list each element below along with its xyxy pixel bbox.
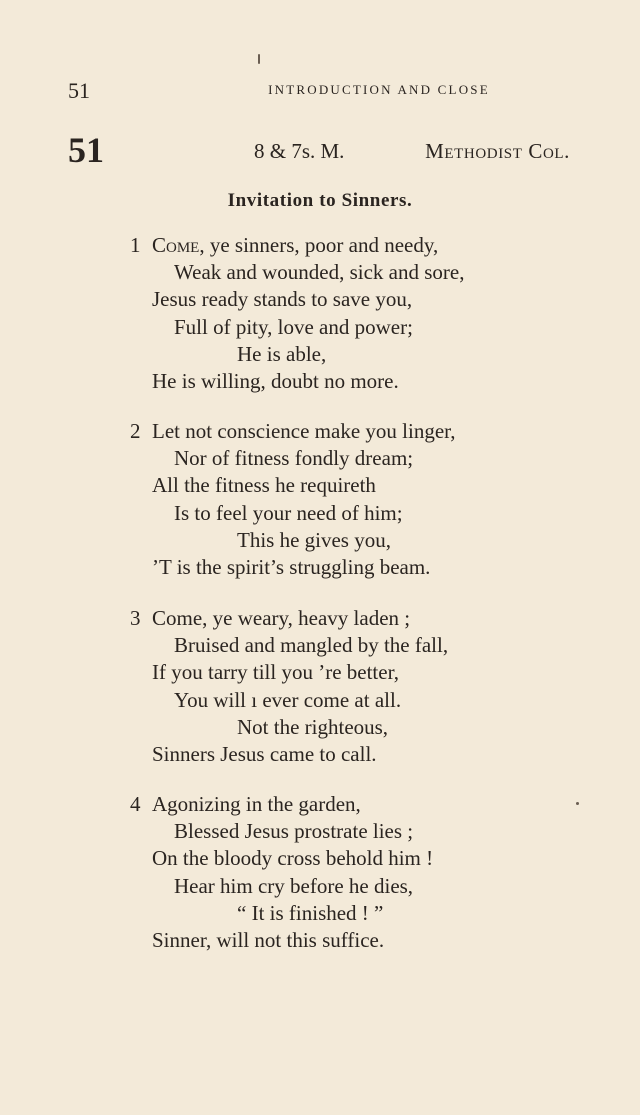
line-text: Sinners Jesus came to call. — [152, 741, 377, 766]
verse-line — [130, 341, 550, 368]
line-text: Agonizing in the garden, — [152, 792, 361, 816]
line-text: This he gives you, — [237, 527, 391, 552]
verse-line — [130, 741, 550, 768]
page-number: 51 — [68, 78, 90, 103]
verse-line — [130, 632, 550, 659]
verse-line — [130, 845, 550, 872]
hymn-title: Invitation to Sinners. — [227, 190, 413, 211]
hymn-source: Methodist Col. — [425, 139, 570, 163]
line-text: Come, ye weary, heavy laden ; — [152, 606, 411, 630]
first-word: Come — [152, 233, 200, 257]
line-text: Not the righteous, — [237, 714, 389, 739]
line-text: Hear him cry before he dies, — [174, 873, 414, 898]
verse-line — [130, 554, 550, 581]
verse-line — [130, 605, 550, 632]
verse-number: 1 — [130, 233, 141, 257]
verse-line — [130, 527, 550, 554]
print-speck — [576, 802, 579, 805]
verse-line — [130, 900, 550, 927]
verse-line — [130, 659, 550, 686]
line-text: Is to feel your need of him; — [174, 500, 403, 525]
line-text: Weak and wounded, sick and sore, — [174, 260, 465, 285]
hymn-header — [68, 132, 570, 172]
line-text: “ It is finished ! ” — [237, 900, 384, 925]
print-speck — [258, 54, 260, 64]
verse-number: 2 — [130, 419, 141, 443]
line-text: ’T is the spirit’s struggling beam. — [152, 554, 431, 579]
hymn-number: 51 — [68, 130, 104, 170]
line-rest: , ye sinners, poor and needy, — [199, 233, 439, 257]
verse-line — [130, 368, 550, 395]
verse-line — [130, 232, 550, 259]
line-text: You will ı ever come at all. — [174, 687, 402, 712]
line-text: Jesus ready stands to save you, — [152, 287, 413, 312]
line-text: Sinner, will not this suffice. — [152, 927, 385, 952]
verse — [130, 418, 550, 581]
line-text: On the bloody cross behold him ! — [152, 846, 434, 871]
line-text: All the fitness he requireth — [152, 473, 376, 498]
line-text — [152, 232, 438, 259]
verse-line — [130, 445, 550, 472]
line-text: Nor of fitness fondly dream; — [174, 446, 414, 471]
line-text: Blessed Jesus prostrate lies ; — [174, 819, 414, 844]
verse — [130, 605, 550, 768]
verse — [130, 791, 550, 954]
verse-line — [130, 791, 550, 818]
verse-line — [130, 927, 550, 954]
verse-line — [130, 687, 550, 714]
line-text: Full of pity, love and power; — [174, 314, 413, 339]
verse — [130, 232, 550, 395]
line-text: He is willing, doubt no more. — [152, 368, 399, 393]
verse-line — [130, 818, 550, 845]
line-text: Bruised and mangled by the fall, — [174, 633, 449, 658]
section-title: INTRODUCTION AND CLOSE — [268, 82, 490, 97]
verse-number: 3 — [130, 606, 141, 630]
verse-line — [130, 314, 550, 341]
verse-line — [130, 418, 550, 445]
verse-line — [130, 714, 550, 741]
running-head — [68, 78, 570, 102]
verse-line — [130, 472, 550, 499]
line-text: If you tarry till you ’re better, — [152, 660, 399, 685]
verse-line — [130, 259, 550, 286]
line-text: He is able, — [237, 341, 327, 366]
line-text: Let not conscience make you linger, — [152, 419, 456, 443]
verse-line — [130, 286, 550, 313]
verse-line — [130, 500, 550, 527]
verse-line — [130, 873, 550, 900]
hymn-meter: 8 & 7s. M. — [254, 139, 345, 163]
verse-number: 4 — [130, 792, 141, 816]
